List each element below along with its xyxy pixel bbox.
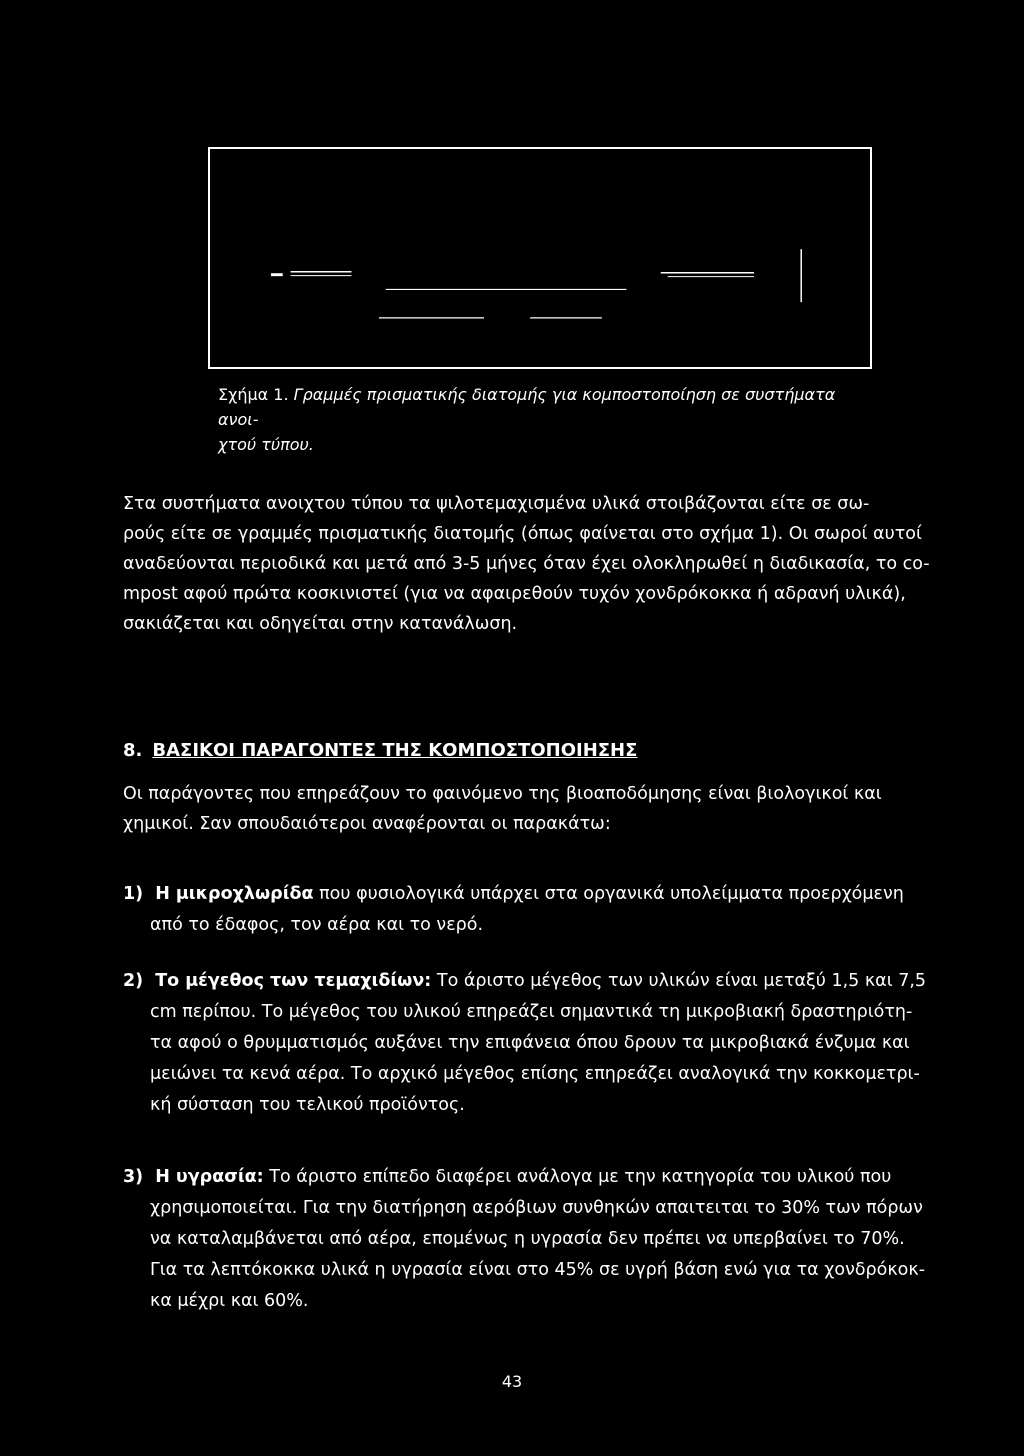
text-line: Στα συστήματα ανοιχτου τύπου τα ψιλοτεμαχισμένα υλικά στοιβάζονται είτε σε σω- [123, 494, 870, 514]
item-term: Η υγρασία: [155, 1167, 264, 1187]
item-term: Η μικροχλωρίδα [155, 884, 314, 904]
text-line: Το άριστο επίπεδο διαφέρει ανάλογα με την κατηγορία του υλικού που [263, 1167, 892, 1187]
list-item [123, 879, 933, 941]
text-line: κα μέχρι και 60%. [150, 1291, 309, 1311]
section-heading [123, 740, 637, 761]
section-title: ΒΑΣΙΚΟΙ ΠΑΡΑΓΟΝΤΕΣ ΤΗΣ ΚΟΜΠΟΣΤΟΠΟΙΗΣΗΣ [152, 740, 638, 761]
figure-1-sketch [210, 149, 870, 367]
figure-1-image [208, 147, 872, 369]
page-number: 43 [501, 1372, 523, 1391]
list-item [123, 966, 933, 1121]
text-line: μειώνει τα κενά αέρα. Το αρχικό μέγεθος επίσης επηρεάζει αναλογικά την κοκκομετρι- [150, 1064, 920, 1084]
text-line: χημικοί. Σαν σπουδαιότεροι αναφέρονται οι παρακάτω: [123, 814, 611, 834]
figure-caption-line: Γραμμές πρισματικής διατομής για κομποστοποίηση σε συστήματα ανοι- [218, 385, 836, 429]
text-line: Για τα λεπτόκοκκα υλικά η υγρασία είναι στο 45% σε υγρή βάση ενώ για τα χονδρόκοκ- [150, 1260, 926, 1280]
intro-paragraph [123, 489, 933, 639]
section-number: 8. [123, 740, 143, 761]
text-line: Οι παράγοντες που επηρεάζουν το φαινόμενο της βιοαποδόμησης είναι βιολογικοί και [123, 784, 882, 804]
text-line: που φυσιολογικά υπάρχει στα οργανικά υπολείμματα προερχόμενη [313, 884, 904, 904]
text-line: τα αφού ο θρυμματισμός αυξάνει την επιφάνεια όπου δρουν τα μικροβιακά ένζυμα και [150, 1033, 910, 1053]
figure-label: Σχήμα 1. [218, 385, 289, 404]
factors-paragraph [123, 779, 933, 839]
item-number: 2) [123, 971, 144, 991]
item-term: Το μέγεθος των τεμαχιδίων: [155, 971, 432, 991]
text-line: αναδεύονται περιοδικά και μετά από 3-5 μήνες όταν έχει ολοκληρωθεί η διαδικασία, το co- [123, 554, 930, 574]
text-line: cm περίπου. Το μέγεθος του υλικού επηρεάζει σημαντικά τη μικροβιακή δραστηριότη- [150, 1002, 913, 1022]
text-line: χρησιμοποιείται. Για την διατήρηση αερόβιων συνθηκών απαιτειται το 30% των πόρων [150, 1198, 923, 1218]
item-number: 1) [123, 884, 144, 904]
text-line: κή σύσταση του τελικού προϊόντος. [150, 1095, 465, 1115]
figure-caption [218, 382, 858, 457]
text-line: σακιάζεται και οδηγείται στην κατανάλωση. [123, 614, 518, 634]
text-line: να καταλαμβάνεται από αέρα, επομένως η υγρασία δεν πρέπει να υπερβαίνει το 70%. [150, 1229, 905, 1249]
item-number: 3) [123, 1167, 144, 1187]
text-line: mpost αφού πρώτα κοσκινιστεί (για να αφαιρεθούν τυχόν χονδρόκοκκα ή αδρανή υλικά), [123, 584, 906, 604]
text-line: Το άριστο μέγεθος των υλικών είναι μεταξύ 1,5 και 7,5 [431, 971, 927, 991]
figure-caption-line: χτού τύπου. [218, 435, 314, 454]
list-item [123, 1162, 933, 1317]
text-line: από το έδαφος, τον αέρα και το νερό. [150, 915, 484, 935]
text-line: ρούς είτε σε γραμμές πρισματικής διατομής (όπως φαίνεται στο σχήμα 1). Οι σωροί αυτοί [123, 524, 922, 544]
